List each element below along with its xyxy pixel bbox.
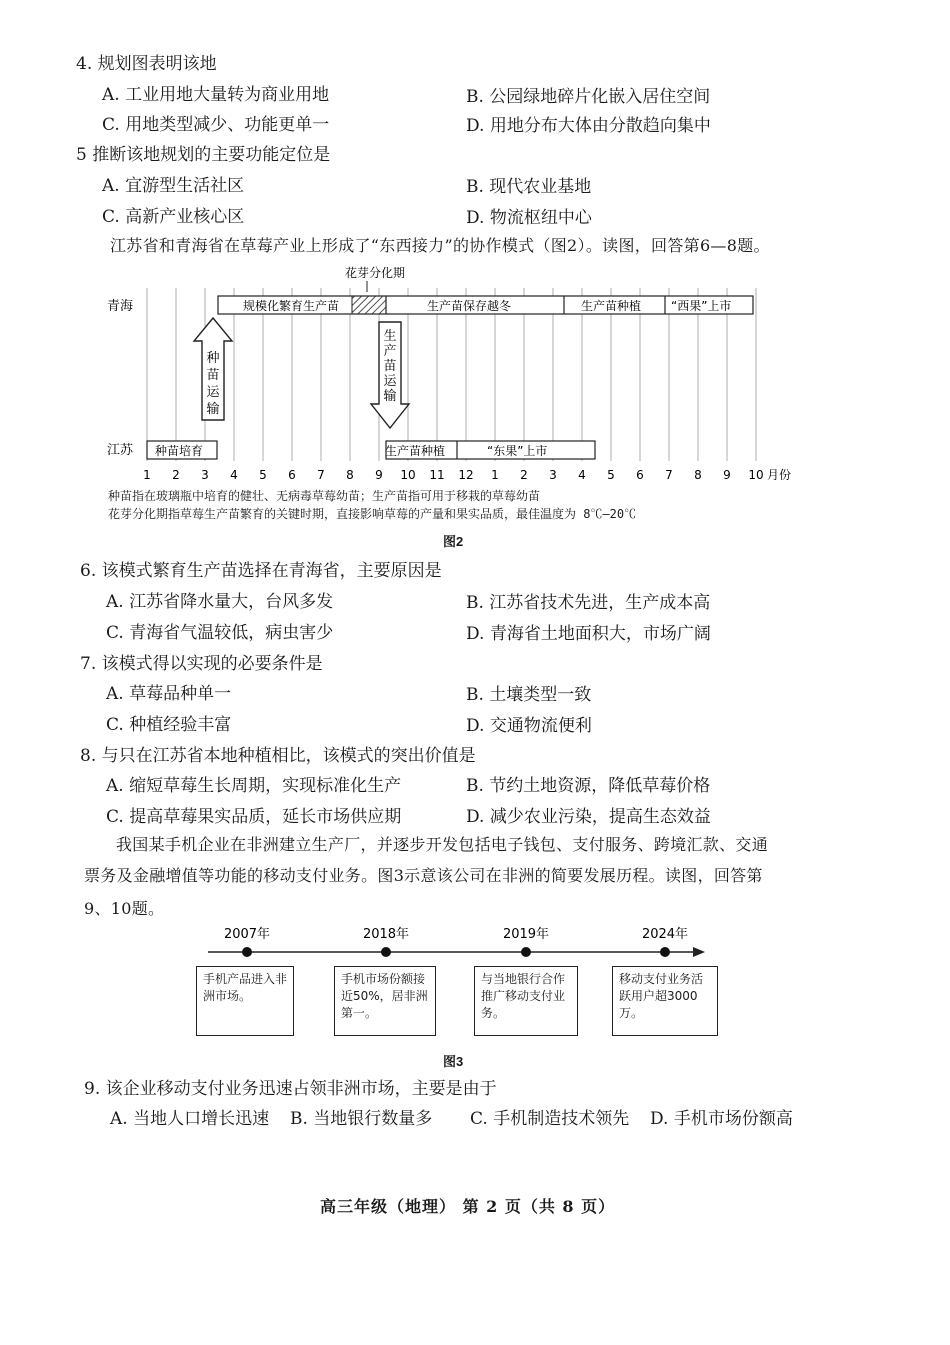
q4-option-a: A. 工业用地大量转为商业用地 [102, 85, 330, 105]
row-label-qinghai: 青海 [107, 299, 134, 314]
timeline-box-2019: 与当地银行合作推广移动支付业务。 [474, 966, 578, 1036]
q4-option-b: B. 公园绿地碎片化嵌入居住空间 [466, 87, 711, 107]
axis-tick-label: 6 [288, 468, 296, 482]
q7-option-a: A. 草莓品种单一 [106, 684, 232, 704]
axis-tick-label: 11 [429, 468, 445, 482]
jiangsu-stage-3: “东果”上市 [487, 444, 548, 458]
q5-option-b: B. 现代农业基地 [466, 177, 592, 197]
q9-option-c: C. 手机制造技术领先 [470, 1109, 630, 1129]
q6-option-b: B. 江苏省技术先进，生产成本高 [466, 593, 711, 613]
arrow-label-char: 产 [383, 344, 397, 359]
q8-option-b: B. 节约土地资源，降低草莓价格 [466, 776, 711, 796]
figure3-timeline [190, 920, 720, 970]
year-label: 2024年 [641, 927, 689, 942]
month-axis-ticks [143, 468, 763, 482]
q7-stem: 7. 该模式得以实现的必要条件是 [80, 654, 323, 674]
q5-option-c: C. 高新产业核心区 [102, 207, 245, 227]
q5-stem: 5 推断该地规划的主要功能定位是 [76, 145, 331, 165]
q4-option-d: D. 用地分布大体由分散趋向集中 [466, 116, 711, 136]
figure3-caption: 图3 [443, 1054, 464, 1069]
q4-option-c: C. 用地类型减少、功能更单一 [102, 115, 330, 135]
axis-tick-label: 4 [230, 468, 238, 482]
axis-tick-label: 10 [400, 468, 416, 482]
axis-tick-label: 2 [520, 468, 528, 482]
year-label: 2007年 [223, 927, 271, 942]
axis-tick-label: 5 [259, 468, 267, 482]
q5-option-a: A. 宜游型生活社区 [102, 176, 245, 196]
q9-stem: 9. 该企业移动支付业务迅速占领非洲市场，主要是由于 [84, 1079, 497, 1099]
axis-tick-label: 5 [607, 468, 615, 482]
figure2-caption: 图2 [443, 534, 464, 549]
arrow-label-char: 输 [383, 389, 397, 404]
q8-option-a: A. 缩短草莓生长周期，实现标准化生产 [106, 776, 402, 796]
figure2-note-2: 花芽分化期指草莓生产苗繁育的关键时期，直接影响草莓的产量和果实品质，最佳温度为 8℃—20℃ [108, 507, 637, 521]
axis-tick-label: 7 [665, 468, 673, 482]
page-footer: 高三年级（地理） 第 2 页（共 8 页） [320, 1197, 616, 1216]
arrow-label-char: 输 [206, 402, 220, 417]
q6-option-c: C. 青海省气温较低，病虫害少 [106, 623, 334, 643]
qinghai-stage-3: 生产苗种植 [581, 299, 642, 313]
intro-q9-10-line1: 我国某手机企业在非洲建立生产厂，并逐步开发包括电子钱包、支付服务、跨境汇款、交通 [116, 835, 769, 854]
axis-tick-label: 10 [748, 468, 764, 482]
axis-tick-label: 3 [549, 468, 557, 482]
qinghai-stage-2: 生产苗保存越冬 [427, 299, 512, 313]
flower-period-label: 花芽分化期 [345, 266, 406, 280]
axis-unit-label: 月份 [767, 468, 792, 482]
production-seedling-transport-down-arrow [371, 322, 409, 428]
timeline-box-2024: 移动支付业务活跃用户超3000万。 [612, 966, 718, 1036]
q4-stem: 4. 规划图表明该地 [76, 54, 217, 74]
q9-option-a: A. 当地人口增长迅速 [110, 1109, 270, 1129]
q8-option-d: D. 减少农业污染，提高生态效益 [466, 807, 711, 827]
figure2-note-1: 种苗指在玻璃瓶中培育的健壮、无病毒草莓幼苗；生产苗指可用于移栽的草莓幼苗 [108, 489, 541, 503]
qinghai-stage-1: 规模化繁育生产苗 [243, 299, 340, 313]
q6-stem: 6. 该模式繁育生产苗选择在青海省，主要原因是 [80, 561, 442, 581]
arrow-label-char: 生 [383, 329, 397, 344]
axis-tick-label: 9 [723, 468, 731, 482]
axis-tick-label: 1 [491, 468, 499, 482]
axis-tick-label: 2 [172, 468, 180, 482]
axis-tick-label: 7 [317, 468, 325, 482]
down-arrow-label [383, 328, 397, 404]
axis-tick-label: 3 [201, 468, 209, 482]
qinghai-stage-4: “西果”上市 [671, 299, 732, 313]
q6-option-d: D. 青海省土地面积大，市场广阔 [466, 624, 711, 644]
q8-stem: 8. 与只在江苏省本地种植相比，该模式的突出价值是 [80, 746, 476, 766]
year-dot [660, 947, 670, 957]
arrow-label-char: 种 [206, 351, 220, 366]
q8-option-c: C. 提高草莓果实品质，延长市场供应期 [106, 807, 402, 827]
q9-option-b: B. 当地银行数量多 [290, 1109, 433, 1129]
arrow-label-char: 运 [206, 385, 220, 400]
intro-q9-10-line2: 票务及金融增值等功能的移动支付业务。图3示意该公司在非洲的简要发展历程。读图，回答第 [84, 866, 763, 885]
axis-tick-label: 8 [694, 468, 702, 482]
jiangsu-stage-1: 种苗培育 [155, 444, 204, 458]
arrow-label-char: 运 [383, 374, 397, 389]
timeline-box-2007: 手机产品进入非洲市场。 [196, 966, 294, 1036]
intro-q6-8: 江苏省和青海省在草莓产业上形成了“东西接力”的协作模式（图2）。读图，回答第6—8题。 [110, 236, 770, 255]
intro-q9-10-line3: 9、10题。 [84, 899, 165, 918]
year-label: 2018年 [362, 927, 410, 942]
axis-tick-label: 1 [143, 468, 151, 482]
q5-option-d: D. 物流枢纽中心 [466, 208, 592, 228]
arrow-label-char: 苗 [206, 368, 220, 383]
q9-option-d: D. 手机市场份额高 [650, 1109, 793, 1129]
axis-tick-label: 8 [346, 468, 354, 482]
seedling-transport-up-arrow [194, 318, 232, 420]
q7-option-b: B. 土壤类型一致 [466, 685, 592, 705]
jiangsu-stage-2: 生产苗种植 [385, 444, 446, 458]
arrow-label-char: 苗 [383, 359, 397, 374]
axis-tick-label: 4 [578, 468, 586, 482]
year-dot [242, 947, 252, 957]
flower-period-hatch [352, 296, 386, 314]
year-dot [381, 947, 391, 957]
axis-tick-label: 12 [458, 468, 474, 482]
year-label: 2019年 [502, 927, 550, 942]
axis-tick-label: 6 [636, 468, 644, 482]
timeline-box-2018: 手机市场份额接近50%，居非洲第一。 [334, 966, 436, 1036]
q7-option-c: C. 种植经验丰富 [106, 715, 232, 735]
year-dot [521, 947, 531, 957]
q6-option-a: A. 江苏省降水量大，台风多发 [106, 592, 334, 612]
axis-tick-label: 9 [375, 468, 383, 482]
q7-option-d: D. 交通物流便利 [466, 716, 592, 736]
row-label-jiangsu: 江苏 [107, 443, 134, 458]
